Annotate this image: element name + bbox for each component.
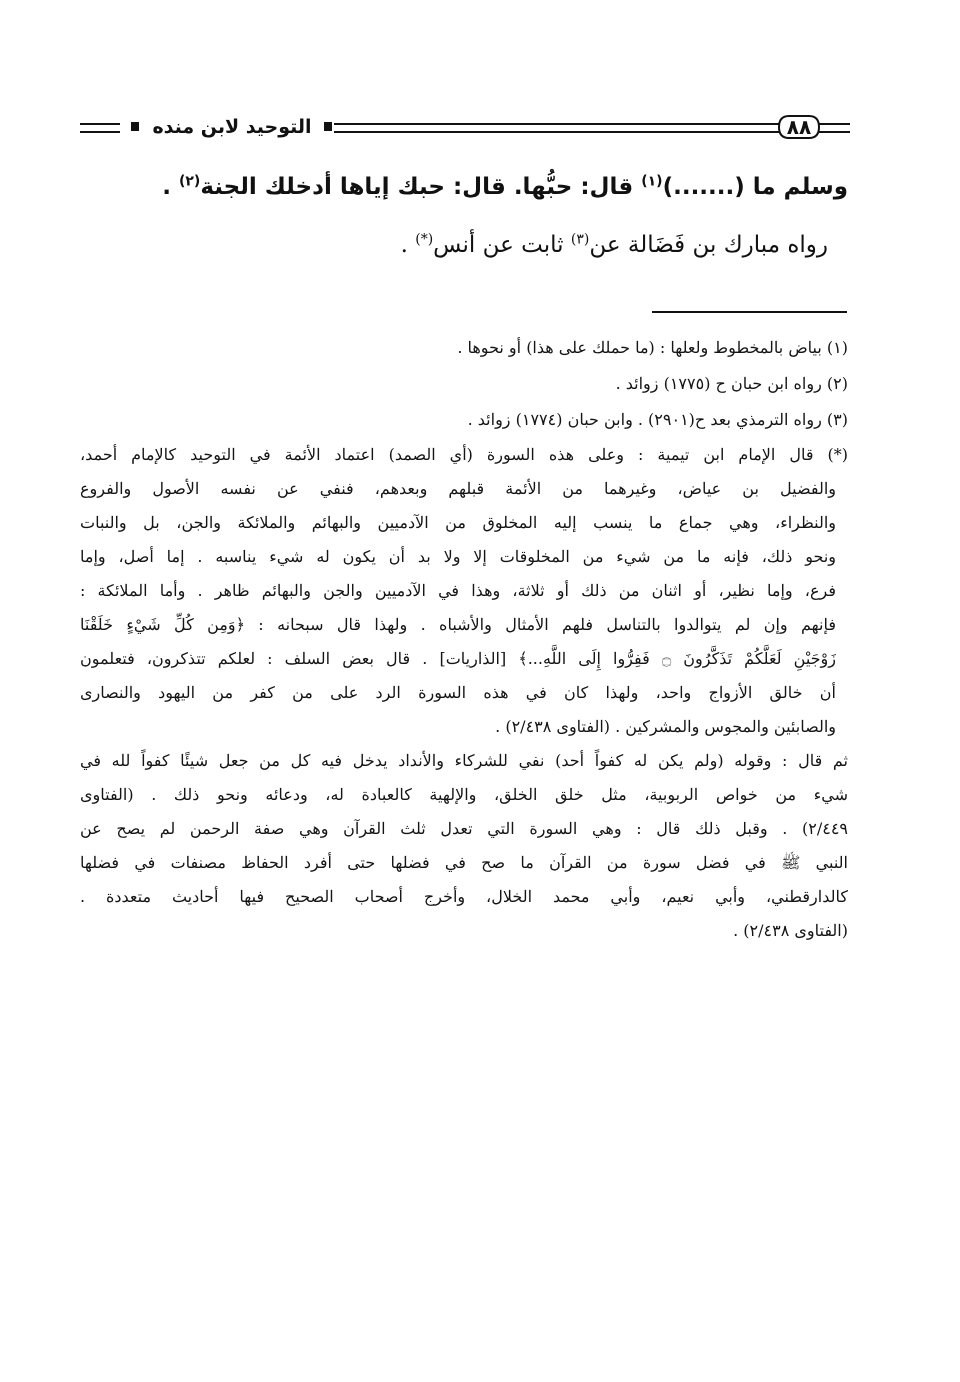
header-rule [818, 123, 850, 125]
footnote-line: ٢/٤٤٩) . وقبل ذلك قال : وهي السورة التي تعدل ثلث القرآن وهي صفة الرحمن لم يصح عن [80, 819, 848, 838]
footnote-ref: (*) [415, 231, 434, 248]
footnote-2: (٢) رواه ابن حبان ح (١٧٧٥) زوائد . [615, 374, 848, 393]
footnote-star-paragraph [80, 438, 848, 744]
footnote-ref: (٣) [570, 231, 590, 248]
footnote-line: زَوْجَيْنِ لَعَلَّكُمْ تَذَكَّرُونَ ۝ فَفِرُّوا إِلَى اللَّهِ...﴾ [الذاريات] . قال بعض السلف : لعلكم تتذكرون، فتعلمون [80, 649, 836, 668]
page-number: ٨٨ [786, 115, 812, 139]
footnote-line: (*) قال الإمام ابن تيمية : وعلى هذه السورة (أي الصمد) اعتماد الأئمة في التوحيد كالإمام أحمد، [80, 445, 848, 464]
footnote-line: والنظراء، وهي جماع ما ينسب إليه المخلوق من الآدميين والبهائم والملائكة والجن، بل والنبات [80, 513, 836, 532]
main-text-line: رواه مبارك بن فَضَالة عن$^{(٣)}$ ثابت عن أنس(*) . [400, 231, 828, 258]
header-square-ornament [131, 122, 139, 131]
main-text-line: وسلم ما (.......)$^{(١)}$ قال: حبُّها. قال: حبك إياها أدخلك الجنة$^{(٢)}$ . [162, 173, 848, 200]
footnote-line: كالدارقطني، وأبي نعيم، وأبي محمد الخلال، وأخرج أصحاب الصحيح فيها أحاديث متعددة . [80, 887, 848, 906]
header-rule [80, 123, 120, 125]
footnote-1: (١) بياض بالمخطوط ولعلها : (ما حملك على هذا) أو نحوها . [457, 338, 848, 357]
footnote-3: (٣) رواه الترمذي بعد ح(٢٩٠١) . وابن حبان (١٧٧٤) زوائد . [467, 410, 848, 429]
footnote-line: ونحو ذلك، فإنه ما من شيء من المخلوقات إلا ولا بد أن يكون له شيء يناسبه . إما أصل، وإما [80, 547, 836, 566]
header-rule [334, 131, 779, 133]
page-number-frame [783, 112, 815, 142]
footnote-line: ثم قال : وقوله (ولم يكن له كفواً أحد) نفي للشركاء والأنداد يدخل فيه كل من جعل شيئًا كفواً لله في [80, 751, 848, 770]
footnote-line: النبي ﷺ في فضل سورة من القرآن ما صح في فضلها حتى أفرد الحفاظ مصنفات في فضلها [80, 853, 848, 872]
header-rule [818, 131, 850, 133]
footnote-ref: (٢) [178, 173, 201, 190]
footnote-line: والصابئين والمجوس والمشركين . (الفتاوى ٢/٤٣٨) . [495, 717, 836, 736]
footnote-line: أن خالق الأزواج واحد، ولهذا كان في هذه السورة الرد على من كفر من اليهود والنصارى [80, 683, 836, 702]
footnote-continuation-paragraph [80, 744, 848, 948]
header-rule [80, 131, 120, 133]
footnote-separator [652, 311, 847, 313]
footnote-ref: (١) [641, 173, 663, 190]
footnote-line: والفضيل بن عياض، وغيرهما من الأئمة قبلهم وبعدهم، فنفي عن نفسه الأصول والفروع [80, 479, 836, 498]
header-square-ornament [324, 122, 332, 131]
running-head-title: التوحيد لابن منده [152, 116, 312, 138]
header-rule [334, 123, 779, 125]
footnotes [80, 330, 848, 948]
page-header [80, 112, 850, 152]
footnote-line: (الفتاوى ٢/٤٣٨) . [733, 921, 848, 940]
footnote-line: فرع، وإما نظير، أو اثنان من ذلك أو ثلاثة، وهذا في الآدميين والجن والبهائم ظاهر . وأما الملائكة : [80, 581, 836, 600]
footnote-line: شيء من خواص الربوبية، مثل خلق الخلق، والإلهية كالعبادة له، ودعائه ونحو ذلك . (الفتاوى [80, 785, 848, 804]
footnote-line: فإنهم وإن لم يتوالدوا بالتناسل فلهم الأمثال والأشباه . ولهذا قال سبحانه : ﴿وَمِن كُلِّ شَيْءٍ خَلَقْنَا [80, 615, 836, 634]
